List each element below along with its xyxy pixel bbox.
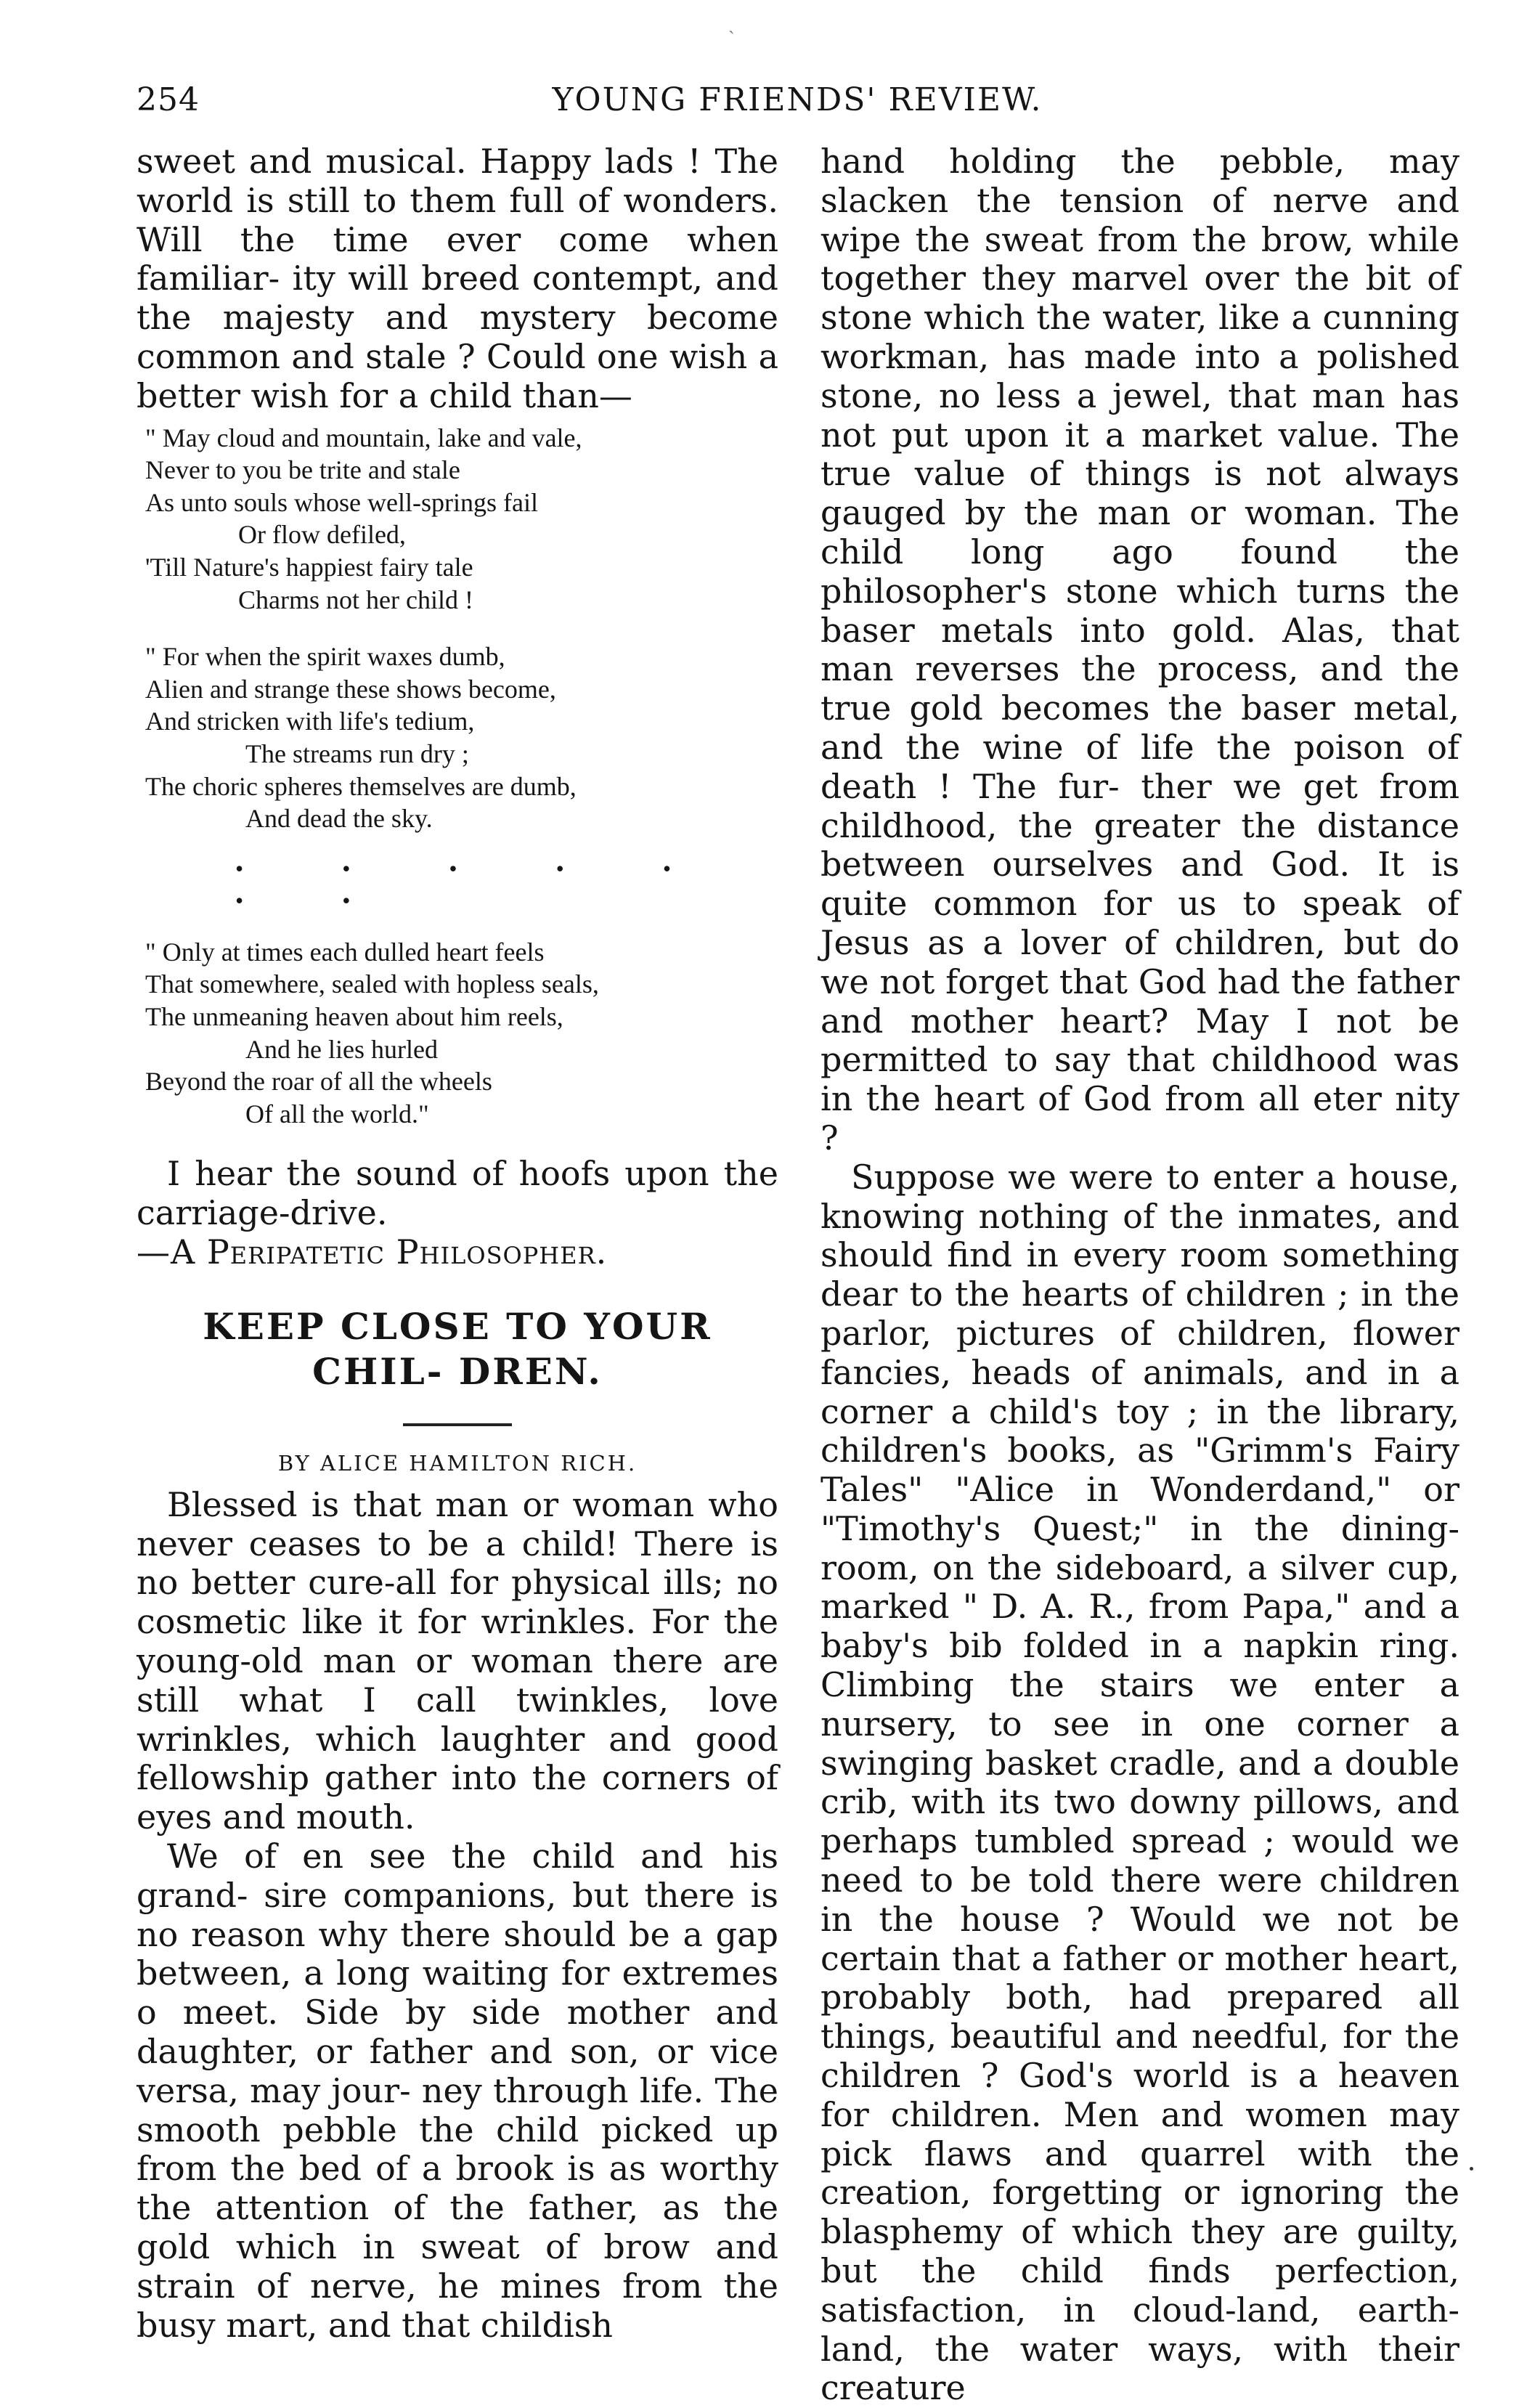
scan-speck: ˎ	[728, 13, 735, 35]
right-column	[820, 142, 1459, 2408]
article-paragraph: Blessed is that man or woman who never ceases to be a child! There is no better cure-all for physical ills; no cosmetic like it for wrinkles. For the young-old man or woman there are still what I call twinkles, love wrinkles, which laughter and good fellowship gather into the corners of eyes and mouth.	[137, 1484, 778, 1837]
title-rule	[403, 1423, 512, 1426]
poem-line: Or flow defiled,	[238, 520, 406, 550]
article-paragraph: hand holding the pebble, may slacken the tension of nerve and wipe the sweat from the brow, while together they marvel over the bit of stone which the water, like a cunning workman, has made into a polished stone, no less a jewel, that man has not put upon it a market value. The true value of things is not always gauged by the man or woman. The child long ago found the philosopher's stone which turns the baser metals into gold. Alas, that man reverses the process, and the true gold becomes the baser metal, and the wine of life the poison of death ! The fur- ther we get from childhood, the greater the distance between ourselves and God. It is quite common for us to speak of Jesus as a lover of children, but do we not forget that God had the father and mother heart? May I not be permitted to say that childhood was in the heart of God from all eter nity ?	[820, 142, 1459, 1158]
poem-stanza-3	[145, 936, 778, 1131]
page-number: 254	[137, 81, 200, 118]
poem-line: Of all the world."	[245, 1099, 429, 1128]
poem-stanza-2	[145, 640, 778, 835]
ellipsis-dots: • • • • • • •	[235, 855, 718, 914]
poem-line: Never to you be trite and stale	[145, 455, 460, 485]
poem-line: As unto souls whose well-springs fail	[145, 487, 538, 517]
poem-line: 'Till Nature's happiest fairy tale	[145, 552, 473, 582]
poem-line: Charms not her child !	[238, 585, 473, 614]
scan-speck	[1470, 2167, 1473, 2171]
left-column	[137, 142, 778, 2345]
poem-line: The choric spheres themselves are dumb,	[145, 771, 577, 801]
page-header	[137, 81, 1458, 139]
poem-line: And he lies hurled	[245, 1034, 438, 1064]
byline: BY ALICE HAMILTON RICH.	[277, 1450, 638, 1476]
poem-line: That somewhere, sealed with hopless seals,	[145, 969, 599, 999]
article-paragraph: Suppose we were to enter a house, knowing nothing of the inmates, and should find in every room something dear to the hearts of children ; in the parlor, pictures of children, flower fancies, heads of animals, and in a corner a child's toy ; in the library, children's books, as "Grimm's Fairy Tales" "Alice in Wonderdand," or "Timothy's Quest;" in the dining-room, on the sideboard, a silver cup, marked " D. A. R., from Papa," and a baby's bib folded in a napkin ring. Climbing the stairs we enter a nursery, to see in one corner a swinging basket cradle, and a double crib, with its two downy pillows, and perhaps tumbled spread ; would we need to be told there were children in the house ? Would we not be certain that a father or mother heart, probably both, had prepared all things, beautiful and needful, for the children ? God's world is a heaven for children. Men and women may pick flaws and quarrel with the creation, forgetting or ignoring the blasphemy of which they are guilty, but the child finds perfection, satisfaction, in cloud-land, earth-land, the water ways, with their creature	[820, 1157, 1459, 2408]
poem	[145, 422, 778, 1131]
poem-stanza-1	[145, 422, 778, 617]
poem-line: " For when the spirit waxes dumb,	[145, 642, 505, 672]
closing-paragraph: I hear the sound of hoofs upon the carriage-drive.	[137, 1154, 778, 1233]
poem-line: And stricken with life's tedium,	[145, 707, 475, 736]
signature: —A Peripatetic Philosopher.	[137, 1232, 608, 1272]
poem-line: And dead the sky.	[245, 804, 433, 834]
poem-line: Beyond the roar of all the wheels	[145, 1067, 492, 1097]
poem-line: " Only at times each dulled heart feels	[145, 937, 545, 967]
poem-line: " May cloud and mountain, lake and vale,	[145, 423, 582, 452]
running-title: YOUNG FRIENDS' REVIEW.	[552, 81, 1043, 118]
poem-line: The unmeaning heaven about him reels,	[145, 1002, 563, 1032]
intro-paragraph: sweet and musical. Happy lads ! The world is still to them full of wonders. Will the time ever come when familiar- ity will breed contempt, and the majesty and mystery become common and stale ? Could one wish a better wish for a child than—	[137, 142, 778, 415]
poem-line: Alien and strange these shows become,	[145, 674, 556, 704]
article-paragraph: We of en see the child and his grand- sire companions, but there is no reason why there should be a gap between, a long waiting for extremes o meet. Side by side mother and daughter, or father and son, or vice versa, may jour- ney through life. The smooth pebble the child picked up from the bed of a brook is as worthy the attention of the father, as the gold which in sweat of brow and strain of nerve, he mines from the busy mart, and that childish	[137, 1836, 778, 2345]
poem-line: The streams run dry ;	[245, 739, 469, 768]
article-title: KEEP CLOSE TO YOUR CHIL- DREN.	[203, 1304, 712, 1393]
